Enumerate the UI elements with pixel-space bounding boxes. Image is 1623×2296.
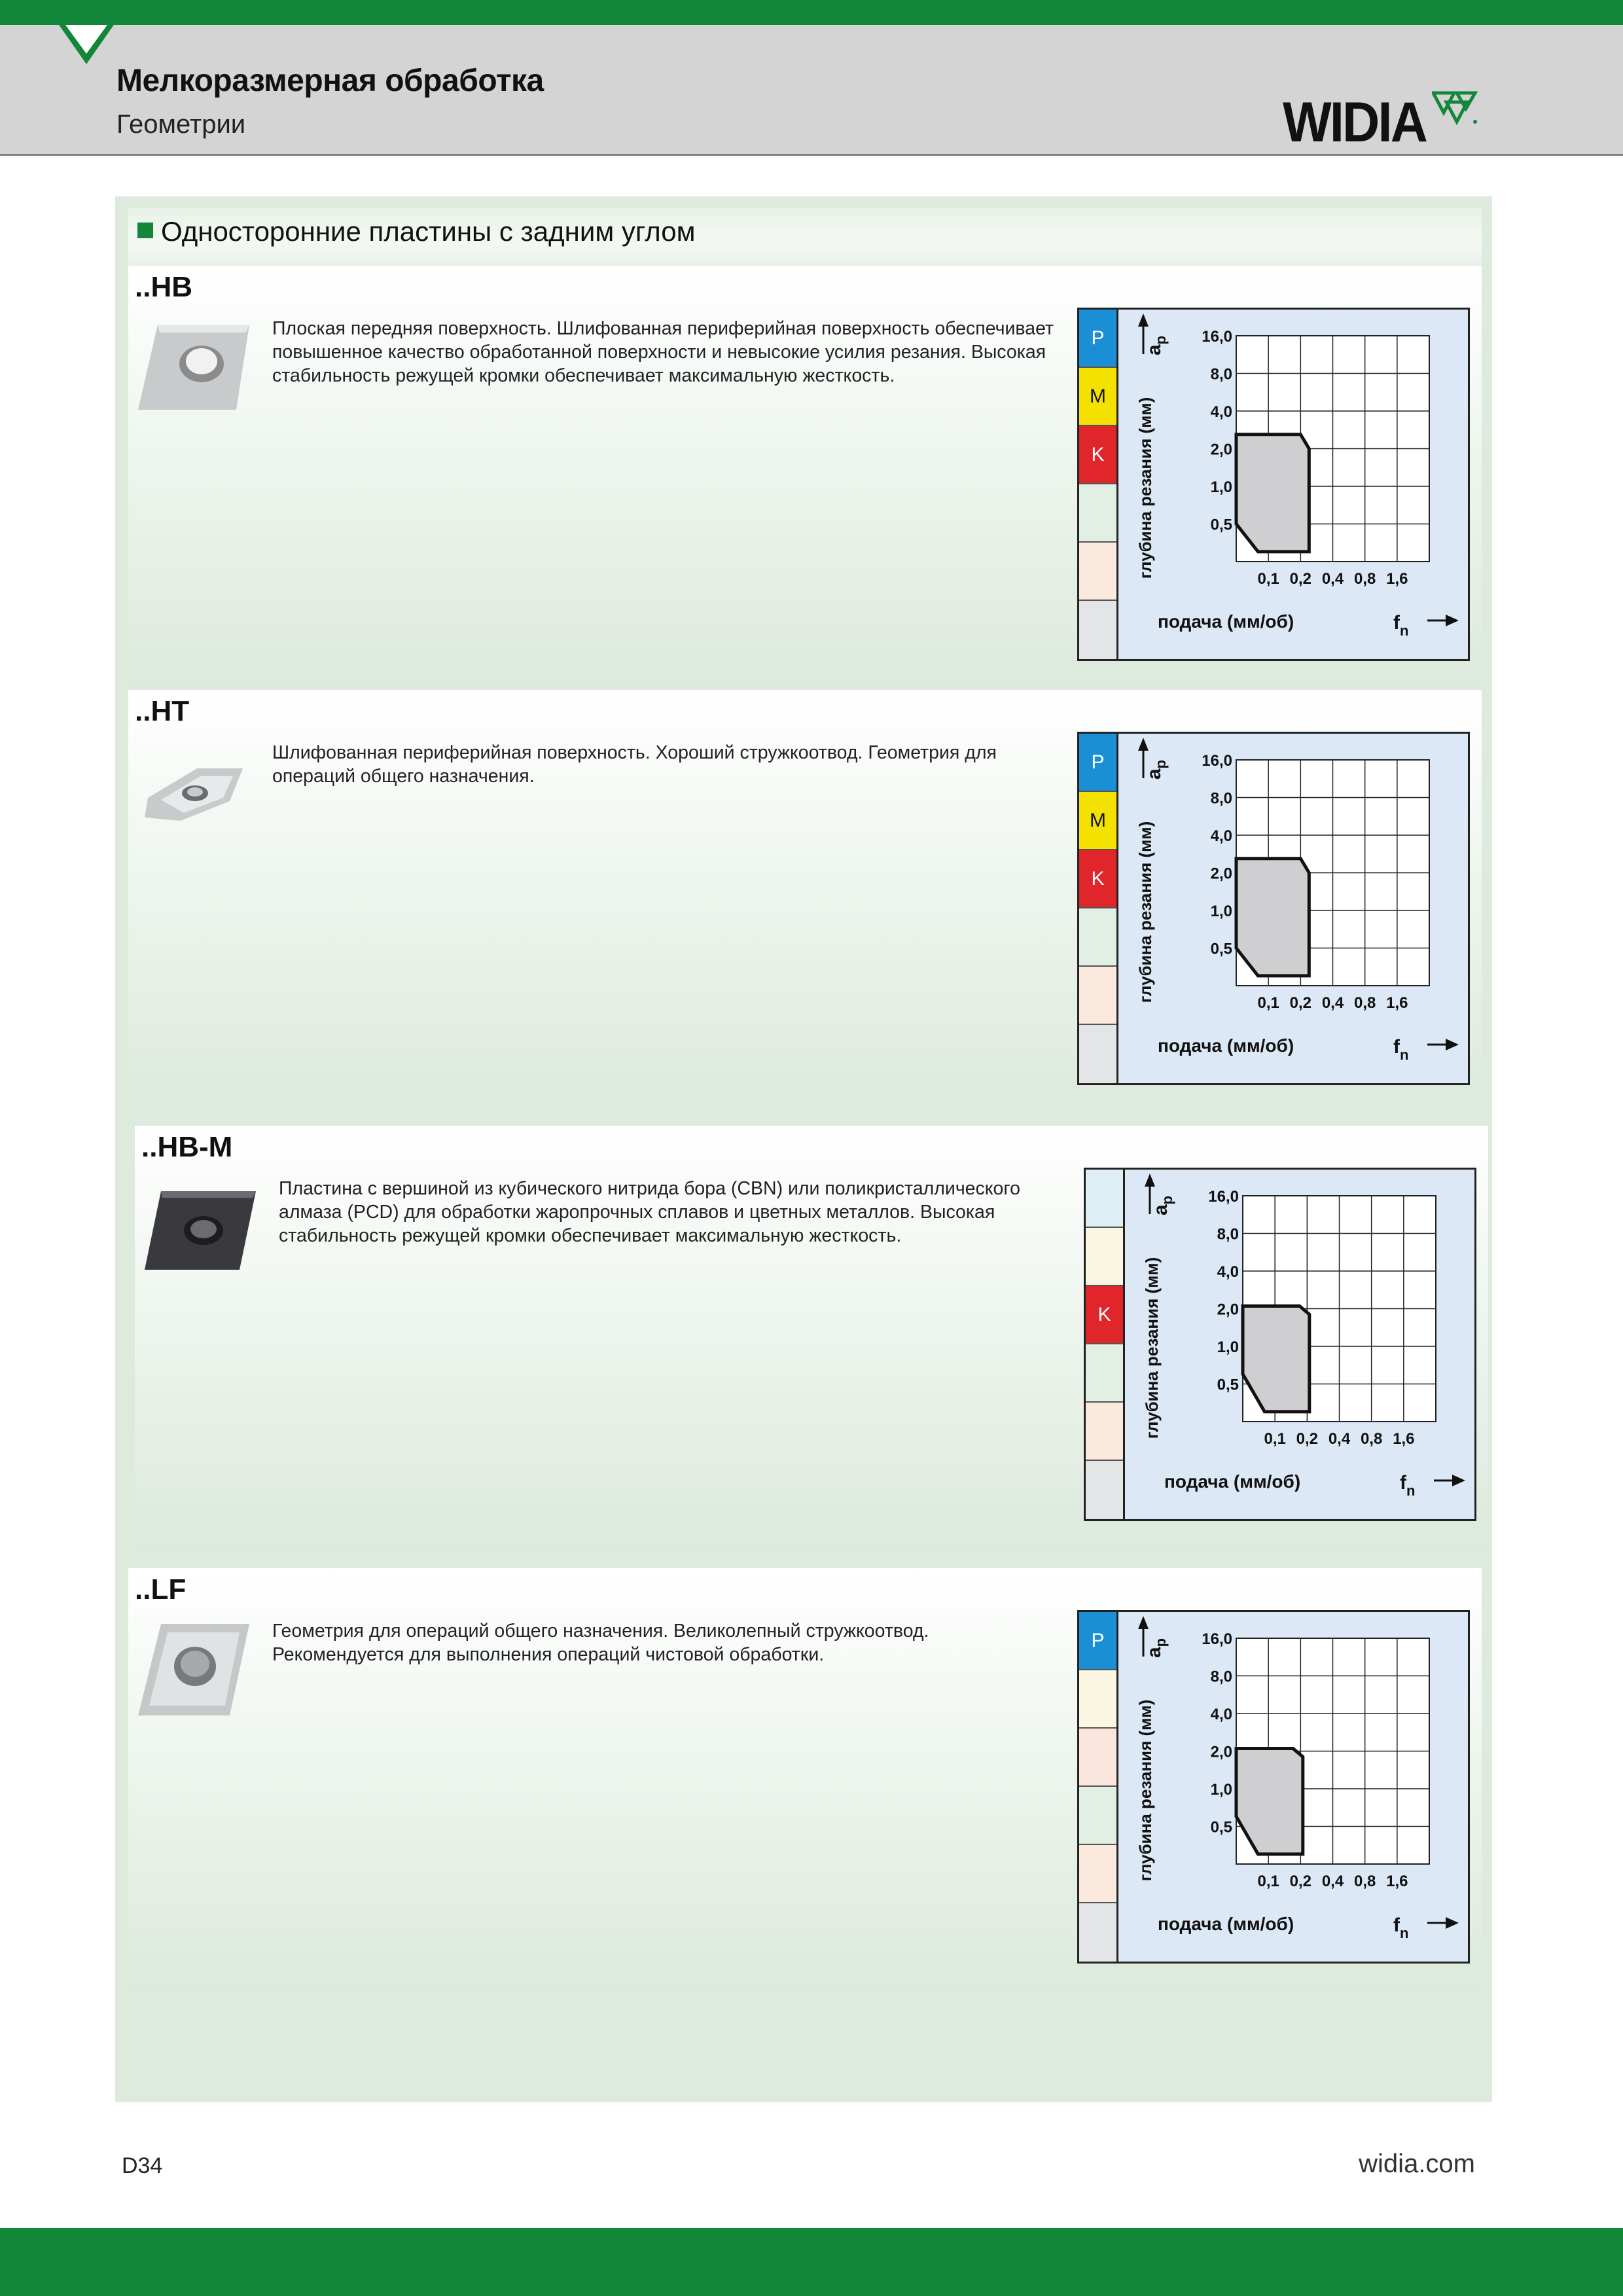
x-tick-label: 0,8 [1360,1430,1383,1448]
insert-image [135,318,253,416]
x-axis-symbol: $f_n$ [1393,1036,1409,1063]
material-cell-empty [1079,1903,1116,1962]
material-cell-empty [1079,1670,1116,1729]
page-header [0,25,1623,156]
y-tick-label: 1,0 [1210,1781,1232,1799]
y-axis-symbol: $a_p$ [1150,1195,1175,1215]
material-cell-empty [1079,967,1116,1025]
geometry-block [128,266,1482,691]
y-tick-label: 0,5 [1210,1818,1232,1837]
y-tick-label: 4,0 [1210,403,1232,421]
x-axis-label: подача (мм/об) [1158,1914,1294,1934]
geometry-code: ..HT [135,695,190,727]
geometry-description: Шлифованная периферийная поверхность. Хороший стружкоотвод. Геометрия для операций общего назначения. [272,742,997,787]
x-tick-label: 0,2 [1296,1430,1319,1448]
material-cell-empty [1079,1025,1116,1083]
x-tick-label: 0,8 [1353,994,1376,1012]
y-tick-label: 16,0 [1202,1630,1232,1648]
logo-triangles-icon [1432,90,1478,131]
insert-image [141,1178,259,1276]
x-tick-label: 0,4 [1328,1430,1351,1448]
geometry-code: ..HB [135,271,192,303]
material-column [1079,310,1118,659]
y-tick-label: 1,0 [1210,903,1232,920]
x-axis-label: подача (мм/об) [1158,1035,1294,1056]
y-axis-label: глубина резания (мм) [1142,1257,1162,1439]
page-subtitle: Геометрии [116,110,246,139]
x-tick-label: 1,6 [1386,1873,1408,1890]
x-tick-label: 1,6 [1386,994,1408,1012]
insert-light-icon [135,318,253,416]
application-area [1236,859,1309,976]
x-axis-symbol: $f_n$ [1400,1472,1416,1499]
material-column [1079,1612,1118,1962]
x-tick-label: 1,6 [1393,1430,1415,1448]
geometry-description: Плоская передняя поверхность. Шлифованная периферийная поверхность обеспечивает повышенное качество обработанной поверхности и невысокие усилия резания. Высокая стабильность режущей кромки обеспечивает максимальную жесткость. [272,318,1054,386]
y-tick-label: 2,0 [1210,1743,1232,1761]
insert-image [135,742,253,840]
application-chart [1084,1168,1476,1521]
y-tick-label: 16,0 [1202,752,1232,770]
y-tick-label: 0,5 [1210,516,1232,534]
material-cell-empty [1079,1787,1116,1845]
x-tick-label: 0,8 [1353,1873,1376,1890]
y-tick-label: 8,0 [1210,365,1232,384]
material-cell-empty [1086,1170,1123,1228]
insert-rhombic-icon [135,1621,253,1719]
geometry-block [135,1126,1488,1551]
material-column [1086,1170,1125,1519]
chart-plot [1118,734,1468,1083]
x-tick-label: 0,2 [1289,1873,1312,1890]
material-column [1079,734,1118,1083]
y-tick-label: 16,0 [1202,328,1232,346]
x-tick-label: 0,2 [1289,570,1312,588]
material-cell-p: P [1079,310,1116,368]
geometry-code: ..HB-M [141,1131,233,1163]
section-title: Односторонние пластины с задним углом [161,216,696,247]
x-tick-label: 0,4 [1321,994,1344,1012]
top-green-band [0,0,1623,25]
material-cell-empty [1086,1344,1123,1403]
y-tick-label: 0,5 [1217,1376,1239,1394]
x-tick-label: 0,8 [1353,570,1376,588]
x-tick-label: 0,4 [1321,570,1344,588]
y-tick-label: 8,0 [1217,1225,1239,1244]
geometry-description: Пластина с вершиной из кубического нитрида бора (CBN) или поликристаллического алмаза (PCD) для обработки жаропрочных сплавов и цветных металлов. Высокая стабильность режущей кромки обеспечивает максимальную жесткость. [279,1178,1021,1246]
y-tick-label: 8,0 [1210,789,1232,808]
y-axis-symbol: $a_p$ [1143,1638,1169,1658]
y-tick-label: 1,0 [1210,478,1232,496]
material-cell-empty [1079,484,1116,543]
header-notch-inner [65,25,107,54]
x-tick-label: 0,4 [1321,1873,1344,1890]
chart-plot [1118,1612,1468,1962]
insert-chipbreaker-icon [135,742,253,840]
insert-image [135,1621,253,1719]
y-tick-label: 4,0 [1210,1706,1232,1723]
material-cell-k: K [1079,426,1116,484]
section-bullet-icon [137,223,153,238]
application-chart [1077,732,1470,1085]
material-cell-empty [1079,908,1116,967]
y-tick-label: 4,0 [1210,827,1232,845]
material-cell-empty [1086,1228,1123,1286]
material-cell-empty [1079,601,1116,659]
geometry-block [128,690,1482,1115]
y-axis-symbol: $a_p$ [1143,759,1169,780]
material-cell-k: K [1086,1286,1123,1344]
material-cell-empty [1086,1461,1123,1519]
bottom-green-band [0,2228,1623,2296]
material-cell-p: P [1079,1612,1116,1670]
x-tick-label: 0,1 [1257,570,1279,588]
x-axis-arrow-icon [1446,615,1459,626]
material-cell-empty [1086,1403,1123,1461]
application-area [1236,435,1309,552]
y-tick-label: 2,0 [1217,1300,1239,1319]
material-cell-empty [1079,1729,1116,1787]
material-cell-p: P [1079,734,1116,792]
y-tick-label: 4,0 [1217,1263,1239,1281]
x-tick-label: 1,6 [1386,570,1408,588]
material-cell-empty [1079,1845,1116,1903]
x-axis-arrow-icon [1446,1039,1459,1050]
x-axis-symbol: $f_n$ [1393,612,1409,639]
material-cell-empty [1079,543,1116,601]
page-title: Мелкоразмерная обработка [116,63,544,98]
y-tick-label: 8,0 [1210,1668,1232,1686]
chart-plot [1118,310,1468,659]
chart-plot [1125,1170,1474,1519]
material-cell-m: M [1079,368,1116,426]
x-axis-arrow-icon [1452,1475,1465,1486]
x-axis-label: подача (мм/об) [1164,1471,1301,1492]
page-number: D34 [122,2153,163,2178]
y-axis-arrow-icon [1138,1616,1149,1629]
y-tick-label: 16,0 [1208,1188,1239,1206]
x-axis-symbol: $f_n$ [1393,1914,1409,1941]
y-axis-label: глубина резания (мм) [1135,397,1155,579]
y-tick-label: 1,0 [1217,1338,1239,1356]
y-axis-label: глубина резания (мм) [1135,1699,1155,1882]
x-tick-label: 0,1 [1257,994,1279,1012]
y-tick-label: 0,5 [1210,940,1232,958]
insert-dark-icon [141,1178,259,1276]
geometry-block [128,1568,1482,1994]
y-axis-arrow-icon [1138,314,1149,327]
y-axis-arrow-icon [1145,1174,1155,1187]
x-axis-label: подача (мм/об) [1158,611,1294,632]
x-axis-arrow-icon [1446,1917,1459,1929]
site-link[interactable]: widia.com [1359,2149,1475,2178]
x-tick-label: 0,1 [1257,1873,1279,1890]
geometry-code: ..LF [135,1573,187,1605]
x-tick-label: 0,1 [1264,1430,1286,1448]
material-cell-m: M [1079,792,1116,850]
widia-logo[interactable] [1283,90,1479,156]
application-chart [1077,1610,1470,1964]
x-tick-label: 0,2 [1289,994,1312,1012]
y-tick-label: 2,0 [1210,865,1232,883]
y-tick-label: 2,0 [1210,440,1232,459]
y-axis-arrow-icon [1138,738,1149,751]
y-axis-symbol: $a_p$ [1143,335,1169,355]
logo-text: WIDIA [1283,91,1427,154]
application-chart [1077,308,1470,661]
material-cell-k: K [1079,850,1116,908]
y-axis-label: глубина резания (мм) [1135,821,1155,1003]
geometry-description: Геометрия для операций общего назначения. Великолепный стружкоотвод. Рекомендуется для выполнения операций чистовой обработки. [272,1621,929,1665]
